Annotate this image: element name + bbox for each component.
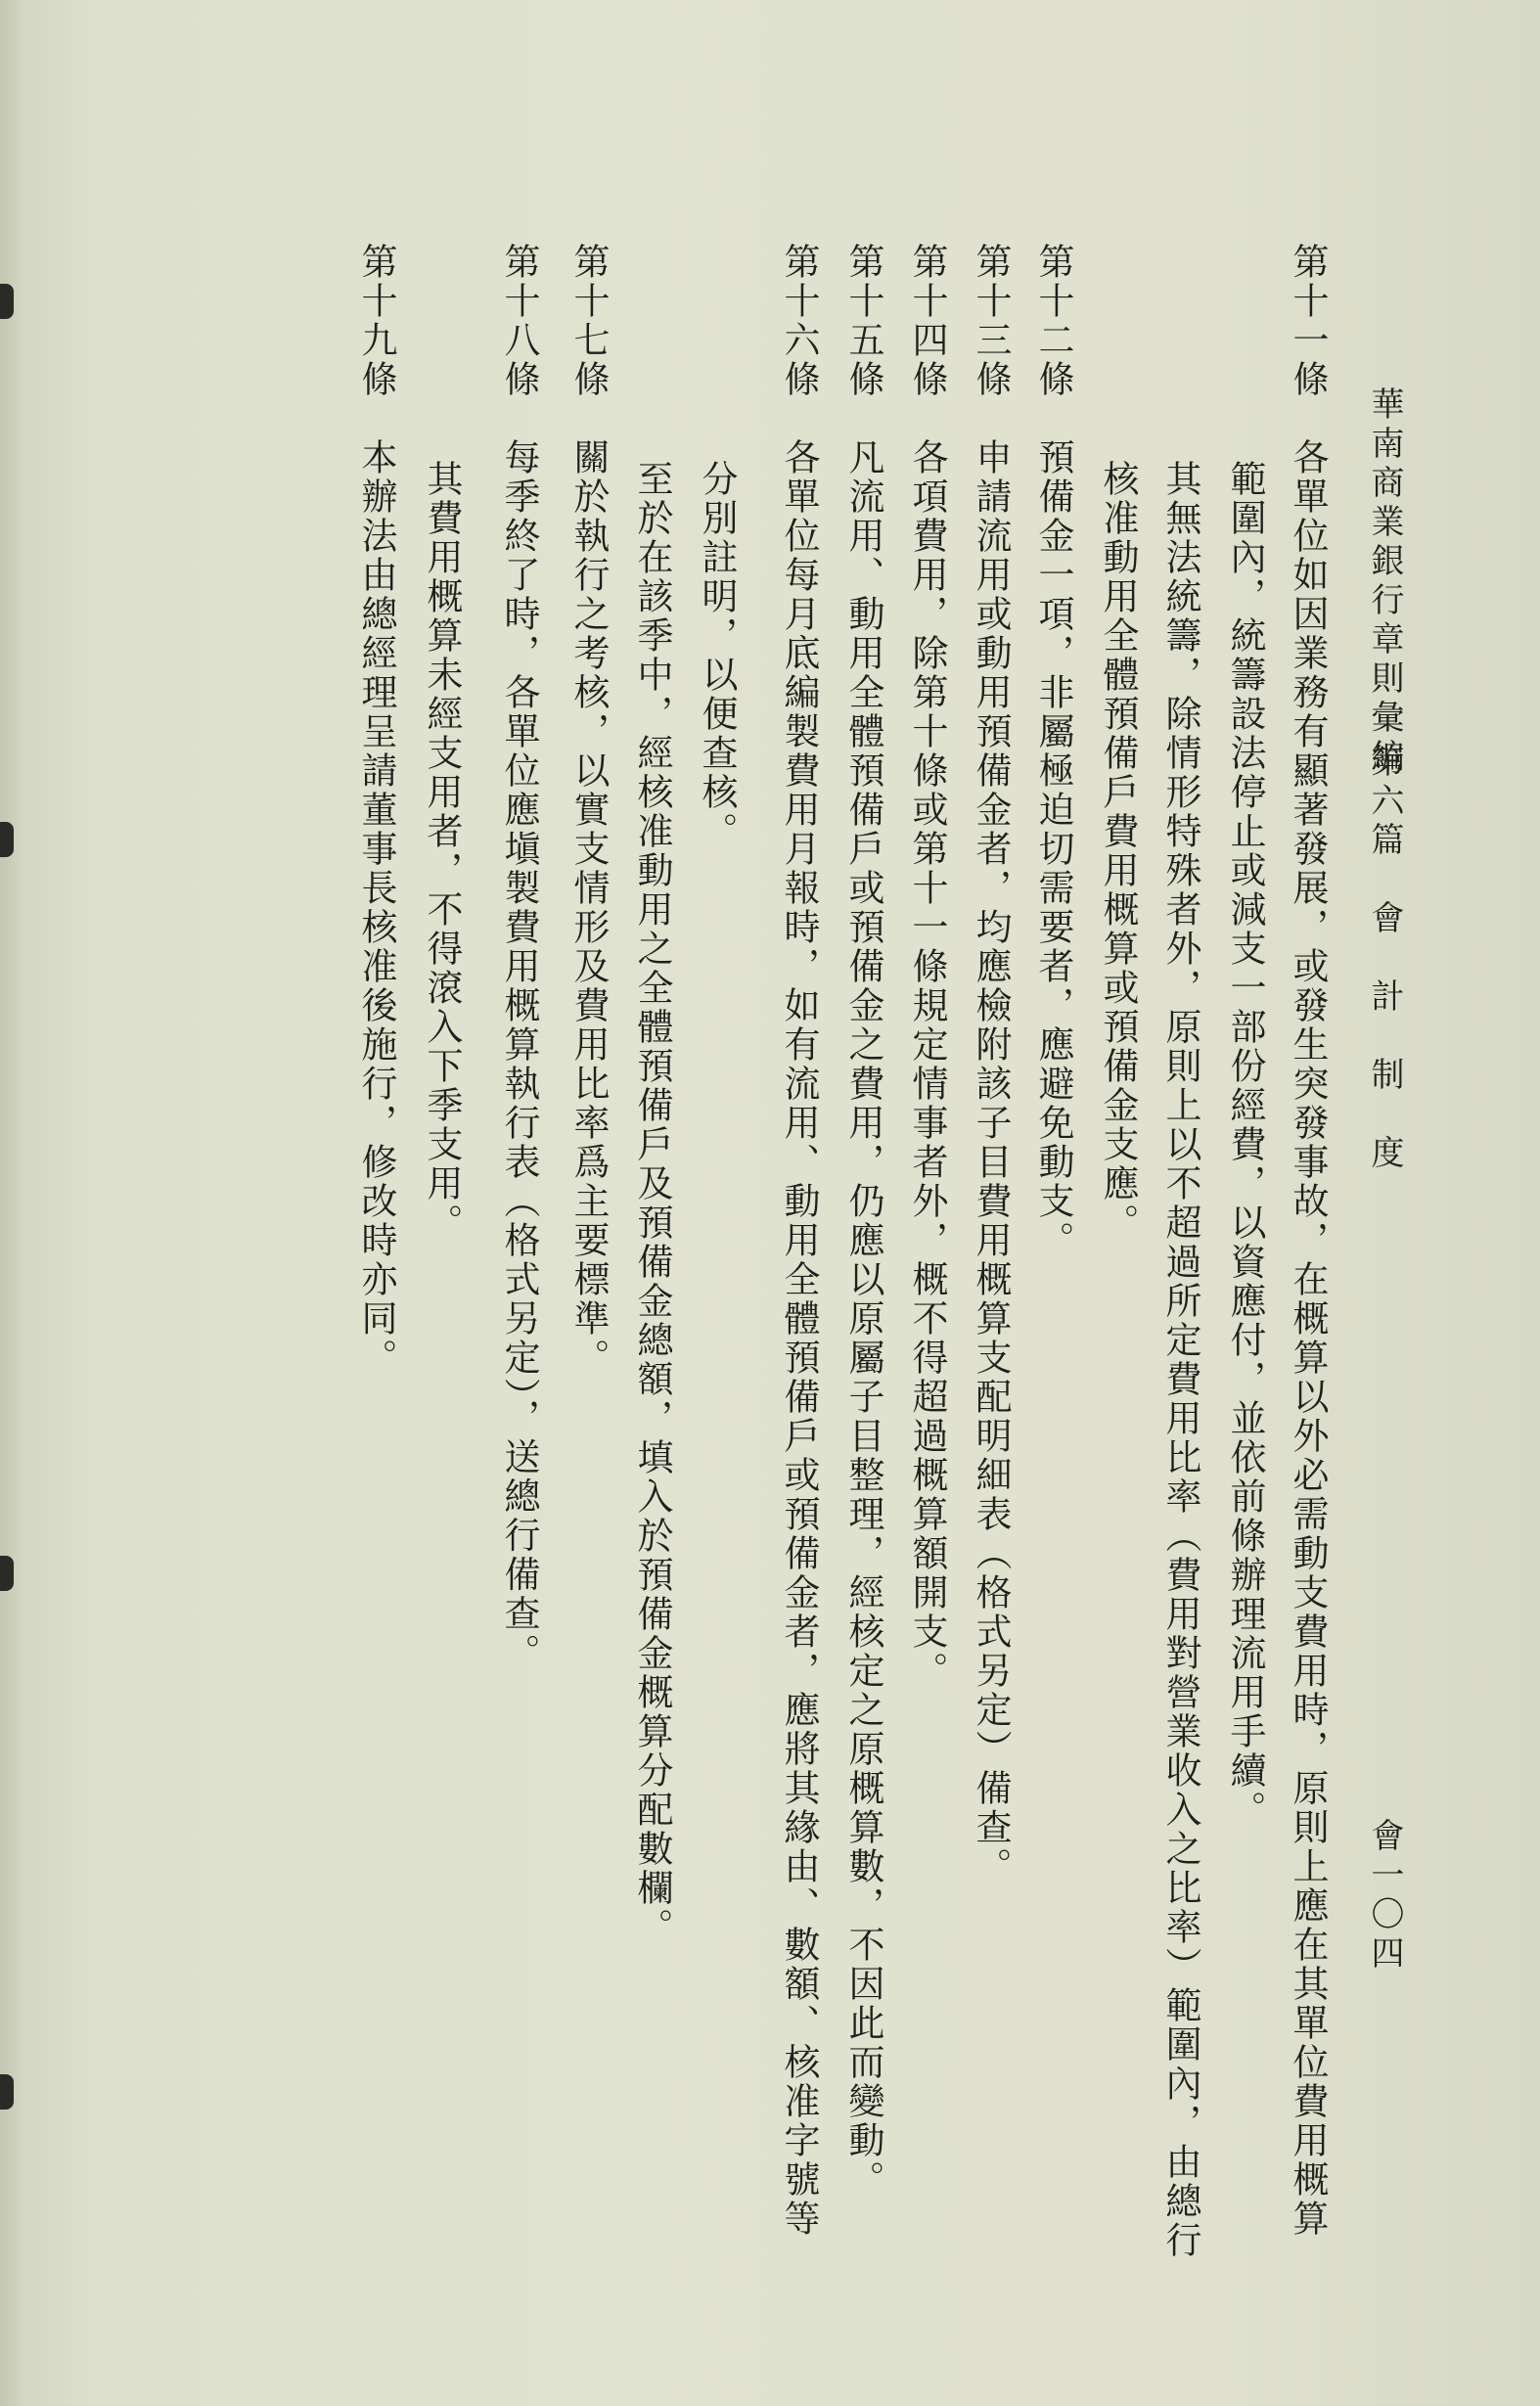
article-11-line-1: 第十一條 各單位如因業務有顯著發展，或發生突發事故，在概算以外必需動支費用時，原則上應在其單位費用概算 [1287, 243, 1329, 2239]
section-title: 第六篇 會 計 制 度 [1365, 744, 1404, 1174]
book-title: 華南商業銀行章則彙編 [1365, 386, 1404, 778]
article-16-line-2: 分別註明，以便查核。 [696, 460, 738, 851]
article-19: 第十九條 本辦法由總經理呈請董事長核准後施行，修改時亦同。 [355, 243, 397, 1378]
binding-hole [0, 284, 14, 319]
binding-edge [0, 0, 22, 2406]
binding-hole [0, 822, 14, 857]
article-13: 第十三條 申請流用或動用預備金者，均應檢附該子目費用概算支配明細表（格式另定）備查。 [970, 243, 1012, 1886]
article-15: 第十五條 凡流用、動用全體預備戶或預備金之費用，仍應以原屬子目整理，經核定之原概算數，不因此而變動。 [842, 243, 884, 2200]
article-14: 第十四條 各項費用，除第十條或第十一條規定情事者外，概不得超過概算額開支。 [906, 243, 948, 1691]
article-18-line-1: 第十八條 每季終了時，各單位應塡製費用概算執行表（格式另定），送總行備查。 [498, 243, 540, 1673]
article-17: 第十七條 關於執行之考核，以實支情形及費用比率爲主要標準。 [567, 243, 610, 1378]
article-11-line-4: 核准動用全體預備戶費用概算或預備金支應。 [1097, 460, 1139, 1243]
article-16-line-3: 至於在該季中，經核准動用之全體預備戶及預備金總額，填入於預備金概算分配數欄。 [631, 460, 673, 1947]
article-12: 第十二條 預備金一項，非屬極迫切需要者，應避免動支。 [1032, 243, 1074, 1260]
article-18-line-2: 其費用概算未經支用者，不得滾入下季支用。 [421, 460, 463, 1243]
article-11-line-2: 範圍內，統籌設法停止或減支一部份經費，以資應付，並依前條辦理流用手續。 [1224, 460, 1266, 1830]
article-11-line-3: 其無法統籌，除情形特殊者外，原則上以不超過所定費用比率（費用對營業收入之比率）範圍內，由總行 [1159, 460, 1201, 2260]
article-16-line-1: 第十六條 各單位每月底編製費用月報時，如有流用、動用全體預備戶或預備金者，應將其緣由、數額、核准字號等 [778, 243, 820, 2239]
page-number: 會一〇四 [1365, 1818, 1404, 1975]
binding-hole [0, 2074, 14, 2110]
binding-hole [0, 1556, 14, 1591]
